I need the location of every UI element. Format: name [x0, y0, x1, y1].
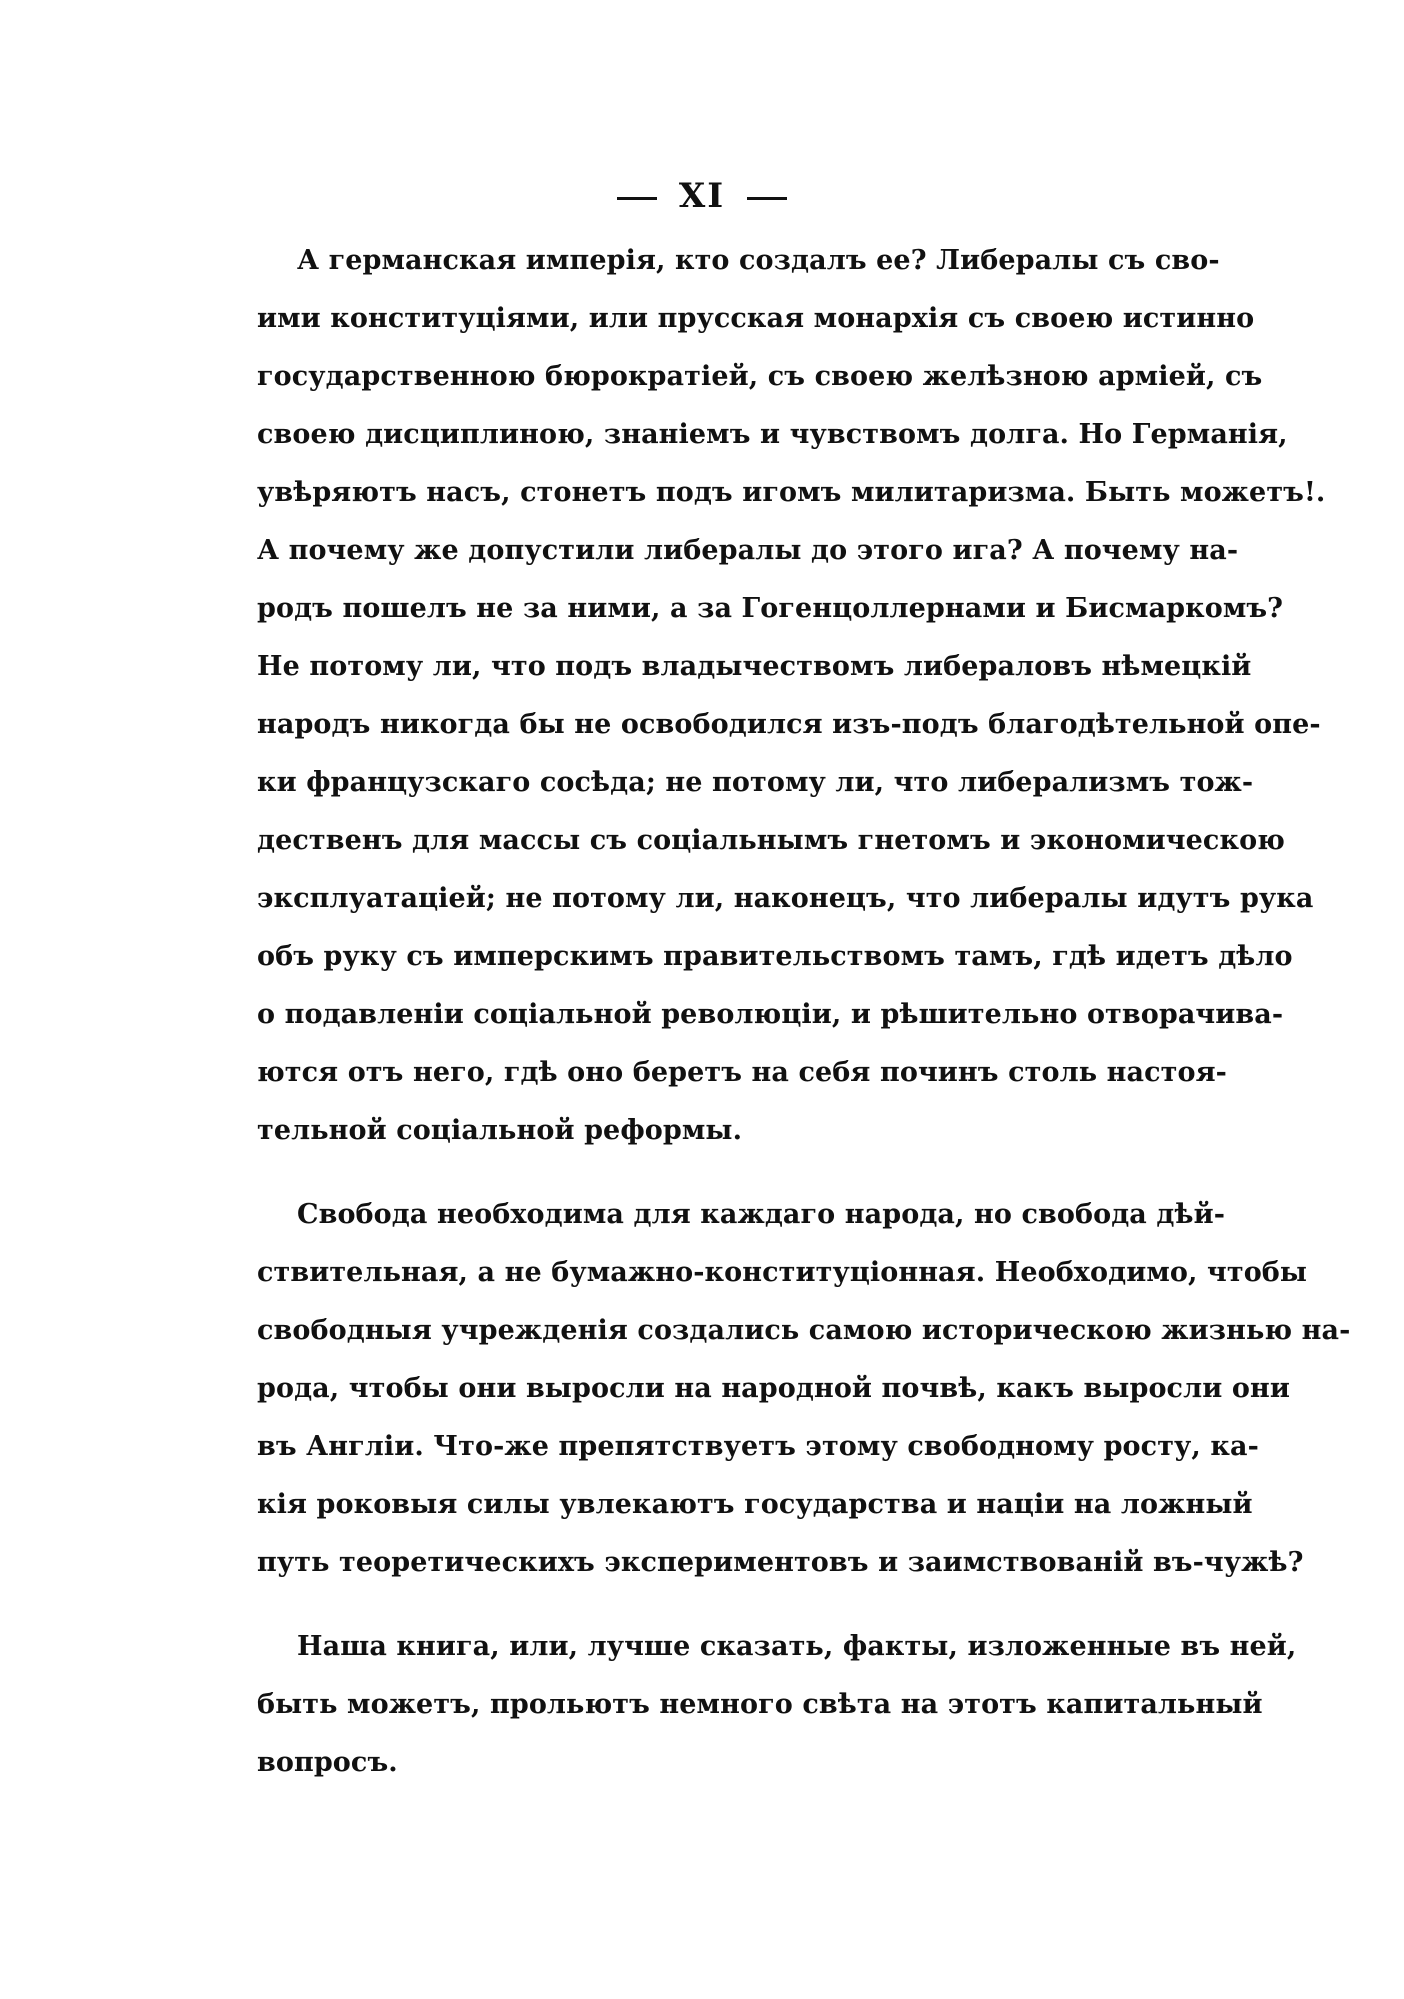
text-line: государственною бюрократіей, съ своею желѣзною арміей, съ: [257, 361, 1263, 392]
text-line: дественъ для массы съ соціальнымъ гнетомъ и экономическою: [257, 825, 1285, 856]
text-line: А почему же допустили либералы до этого ига? А почему на-: [257, 535, 1239, 566]
paragraph-1: [257, 232, 1326, 1160]
text-line: родъ пошелъ не за ними, а за Гогенцоллернами и Бисмаркомъ?: [257, 593, 1284, 624]
text-line: тельной соціальной реформы.: [257, 1115, 743, 1146]
text-line: увѣряютъ насъ, стонетъ подъ игомъ милитаризма. Быть можетъ!.: [257, 477, 1326, 508]
text-line: ствительная, а не бумажно-конституціонная. Необходимо, чтобы: [257, 1257, 1308, 1288]
text-line: рода, чтобы они выросли на народной почвѣ, какъ выросли они: [257, 1373, 1290, 1404]
text-line: Не потому ли, что подъ владычествомъ либераловъ нѣмецкій: [257, 651, 1252, 682]
text-line: путь теоретическихъ экспериментовъ и заимствованій въ-чужѣ?: [257, 1547, 1304, 1578]
text-line: въ Англіи. Что-же препятствуетъ этому свободному росту, ка-: [257, 1431, 1259, 1462]
text-line: кія роковыя силы увлекаютъ государства и націи на ложный: [257, 1489, 1253, 1520]
header-dash-right: [747, 197, 787, 200]
text-line: своею дисциплиною, знаніемъ и чувствомъ долга. Но Германія,: [257, 419, 1288, 450]
text-line: Наша книга, или, лучше сказать, факты, изложенные въ ней,: [297, 1631, 1297, 1662]
paragraph-3: [257, 1618, 1297, 1792]
page-body: [257, 232, 1351, 1792]
text-line: ки французскаго сосѣда; не потому ли, что либерализмъ тож-: [257, 767, 1254, 798]
page-header: [0, 176, 1404, 216]
text-line: объ руку съ имперскимъ правительствомъ тамъ, гдѣ идетъ дѣло: [257, 941, 1293, 972]
text-line: эксплуатаціей; не потому ли, наконецъ, что либералы идутъ рука: [257, 883, 1314, 914]
text-line: о подавленіи соціальной революціи, и рѣшительно отворачива-: [257, 999, 1284, 1030]
text-line: свободныя учрежденія создались самою историческою жизнью на-: [257, 1315, 1351, 1346]
paragraph-2: [257, 1186, 1351, 1592]
text-line: ются отъ него, гдѣ оно беретъ на себя починъ столь настоя-: [257, 1057, 1227, 1088]
text-line: Свобода необходима для каждаго народа, но свобода дѣй-: [297, 1199, 1226, 1230]
text-line: быть можетъ, прольютъ немного свѣта на этотъ капитальный: [257, 1689, 1263, 1720]
text-line: ими конституціями, или прусская монархія съ своею истинно: [257, 303, 1255, 334]
text-line: народъ никогда бы не освободился изъ-подъ благодѣтельной опе-: [257, 709, 1321, 740]
text-line: А германская имперія, кто создалъ ее? Либералы съ сво-: [297, 245, 1220, 276]
page-number: XI: [678, 176, 726, 216]
text-line: вопросъ.: [257, 1747, 398, 1778]
header-dash-left: [617, 197, 657, 200]
